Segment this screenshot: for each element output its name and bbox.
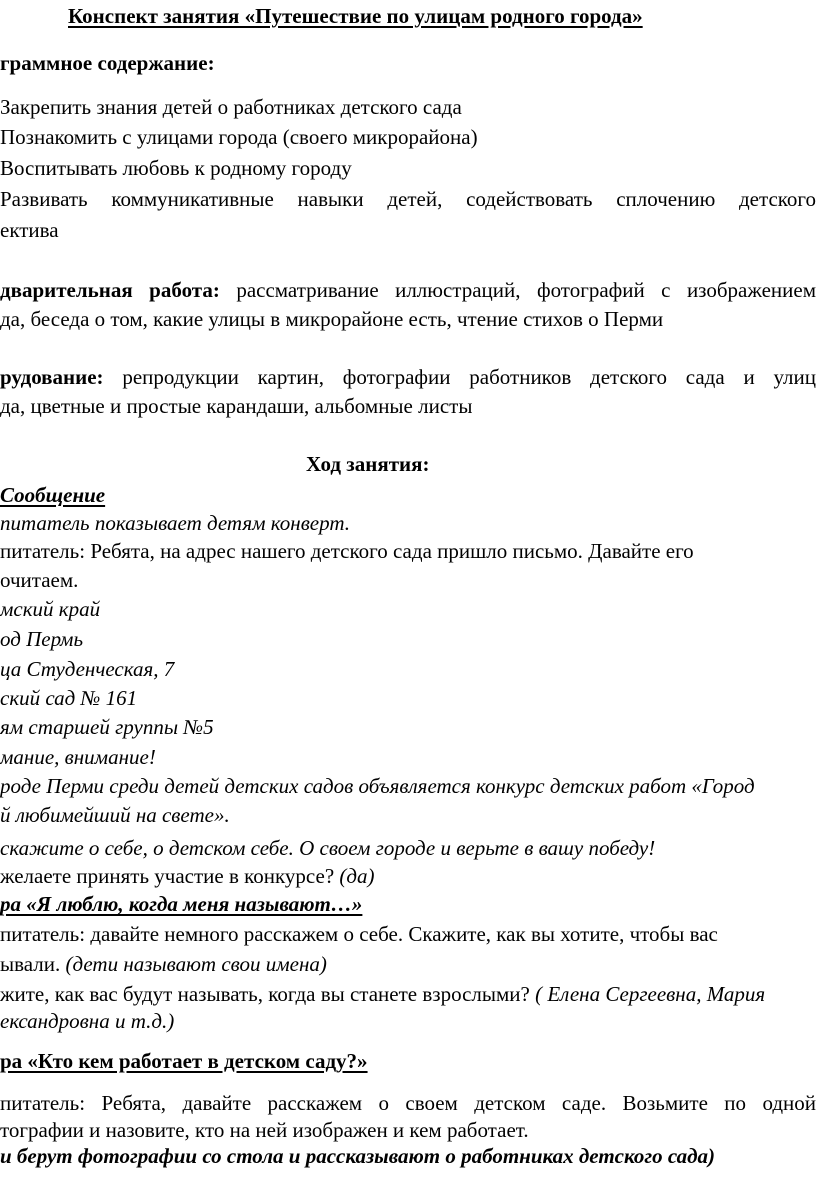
equipment-line-2: да, цветные и простые карандаши, альбомные листы [0,394,473,418]
question-line [0,866,375,887]
section-message-heading [0,485,105,506]
program-item: Развивать коммуникативные навыки детей, содействовать сплочению детского [0,187,816,211]
letter-line: од Пермь [0,627,83,651]
letter-line: роде Перми среди детей детских садов объявляется конкурс детских работ «Город [0,774,755,798]
equipment-line [0,367,816,388]
prelim-line-2: да, беседа о том, какие улицы в микрорайоне есть, чтение стихов о Перми [0,307,664,331]
program-item: Воспитывать любовь к родному городу [0,156,352,180]
program-item: Закрепить знания детей о работниках детского сада [0,95,462,119]
game-names-line [0,954,327,975]
game-names-text: жите, как вас будут называть, когда вы станете взрослыми? [0,982,530,1006]
teacher-speech: питатель: Ребята, на адрес нашего детского сада пришло письмо. Давайте его [0,539,694,563]
letter-line: скажите о себе, о детском себе. О своем городе и верьте в вашу победу! [0,836,656,860]
question-text: желаете принять участие в конкурсе? [0,864,335,888]
letter-line: ский сад № 161 [0,686,138,710]
letter-line: мание, внимание! [0,745,156,769]
section-message-title: Сообщение [0,483,106,507]
program-item-continuation: ектива [0,218,59,242]
game-work-line: и берут фотографии со стола и рассказывают о работниках детского сада) [0,1144,716,1168]
game-names-line: питатель: давайте немного расскажем о себе. Скажите, как вы хотите, чтобы вас [0,922,718,946]
game-names-text: ывали. [0,952,61,976]
game-work-line: питатель: Ребята, давайте расскажем о своем детском саде. Возьмите по одной [0,1091,816,1115]
game-work-heading: ра «Кто кем работает в детском саду?» [0,1049,368,1073]
program-heading: граммное содержание: [0,51,215,75]
game-names-note: (дети называют свои имена) [65,952,327,976]
prelim-line [0,280,816,301]
game-names-line [0,984,765,1005]
game-work-line: тографии и назовите, кто на ней изображен и кем работает. [0,1118,529,1142]
letter-line: ца Студенческая, 7 [0,657,175,681]
prelim-text: рассматривание иллюстраций, фотографий с изображением [236,278,816,302]
stage-direction: питатель показывает детям конверт. [0,511,351,535]
letter-line: ям старшей группы №5 [0,715,214,739]
letter-line: мский край [0,597,101,621]
equipment-text: репродукции картин, фотографии работников детского сада и улиц [122,365,816,389]
letter-line: й любимейший на свете». [0,803,230,827]
prelim-label: дварительная работа: [0,278,220,302]
equipment-label: рудование: [0,365,104,389]
game-names-heading: ра «Я люблю, когда меня называют…» [0,892,363,916]
program-item: Познакомить с улицами города (своего микрорайона) [0,125,478,149]
game-names-note: ( Елена Сергеевна, Мария [535,982,766,1006]
course-heading: Ход занятия: [306,452,430,476]
answer-text: (да) [339,864,375,888]
game-names-line: ександровна и т.д.) [0,1009,175,1033]
document-title: Конспект занятия «Путешествие по улицам родного города» [68,4,643,28]
teacher-speech: очитаем. [0,568,79,592]
